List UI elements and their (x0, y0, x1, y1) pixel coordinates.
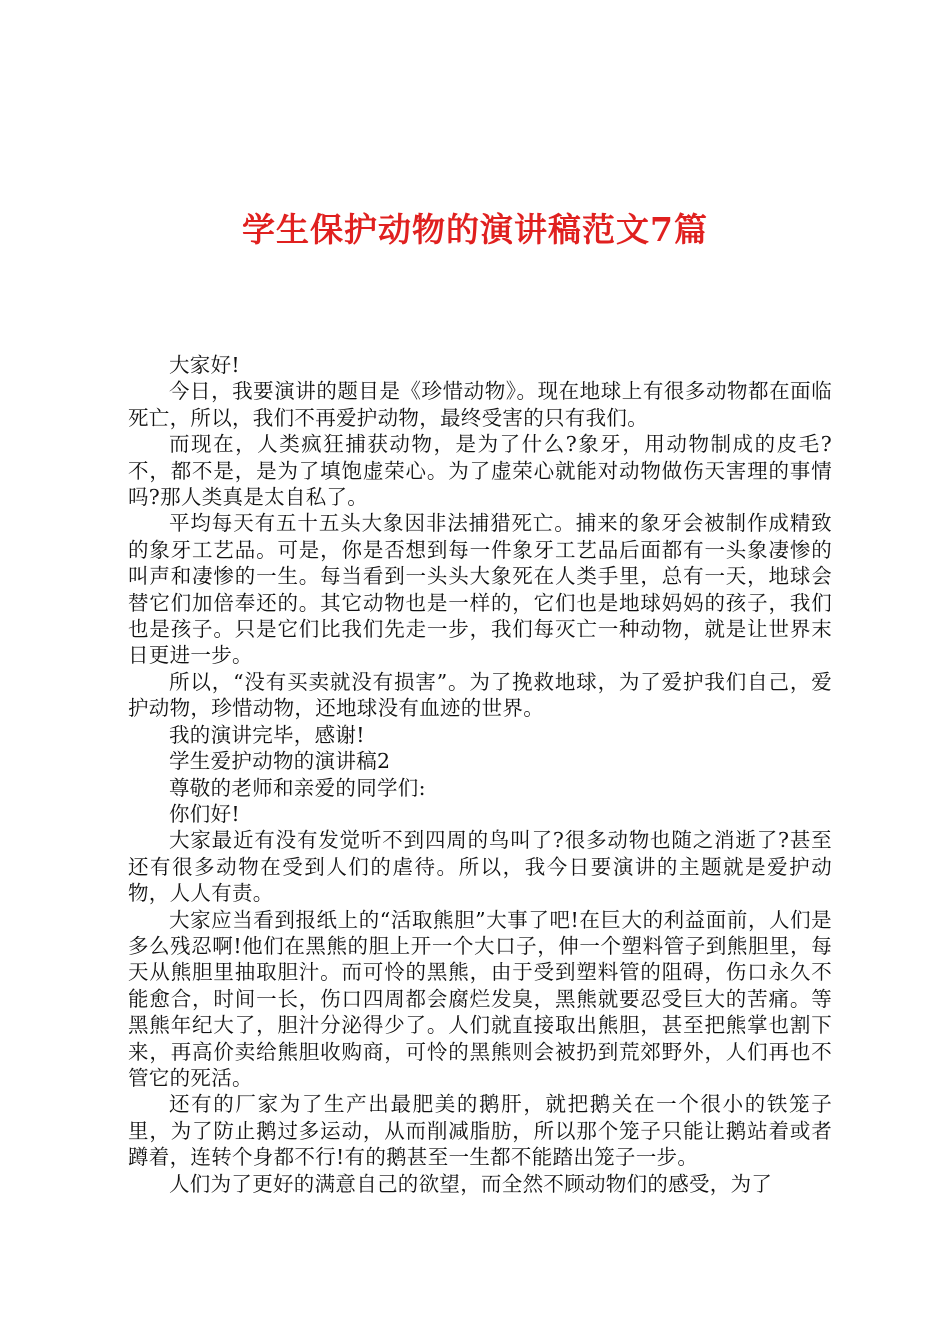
paragraph: 大家最近有没有发觉听不到四周的鸟叫了?很多动物也随之消逝了?甚至还有很多动物在受到人们的虐待。所以，我今日要演讲的主题就是爱护动物，人人有责。 (128, 828, 832, 906)
paragraph: 人们为了更好的满意自己的欲望，而全然不顾动物们的感受，为了 (169, 1171, 773, 1196)
paragraph: 平均每天有五十五头大象因非法捕猎死亡。捕来的象牙会被制作成精致的象牙工艺品。可是，你是否想到每一件象牙工艺品后面都有一头象凄惨的叫声和凄惨的一生。每当看到一头头大象死在人类手里，总有一天，地球会替它们加倍奉还的。其它动物也是一样的，它们也是地球妈妈的孩子，我们也是孩子。只是它们比我们先走一步，我们每灭亡一种动物，就是让世界末日更进一步。 (128, 511, 832, 668)
section-heading: 学生爱护动物的演讲稿2 (169, 749, 391, 774)
paragraph: 大家好! (169, 353, 240, 377)
paragraph: 所以，“没有买卖就没有损害”。为了挽救地球，为了爱护我们自己，爱护动物，珍惜动物，还地球没有血迹的世界。 (128, 669, 832, 721)
paragraph: 今日，我要演讲的题目是《珍惜动物》。现在地球上有很多动物都在面临死亡，所以，我们不再爱护动物，最终受害的只有我们。 (128, 379, 832, 430)
paragraph: 你们好! (169, 801, 240, 826)
paragraph: 而现在，人类疯狂捕获动物，是为了什么?象牙，用动物制成的皮毛?不，都不是，是为了填饱虚荣心。为了虚荣心就能对动物做伤天害理的事情吗?那人类真是太自私了。 (128, 432, 832, 510)
document-title: 学生保护动物的演讲稿范文7篇 (242, 210, 708, 249)
document-body (128, 352, 832, 1197)
paragraph: 还有的厂家为了生产出最肥美的鹅肝，就把鹅关在一个很小的铁笼子里，为了防止鹅过多运动，从而削减脂肪，所以那个笼子只能让鹅站着或者蹲着，连转个身都不行!有的鹅甚至一生都不能踏出笼子一步。 (128, 1092, 832, 1170)
paragraph: 我的演讲完毕，感谢! (169, 722, 365, 747)
paragraph: 大家应当看到报纸上的“活取熊胆”大事了吧!在巨大的利益面前，人们是多么残忍啊!他们在黑熊的胆上开一个大口子，伸一个塑料管子到熊胆里，每天从熊胆里抽取胆汁。而可怜的黑熊，由于受到塑料管的阻碍，伤口永久不能愈合，时间一长，伤口四周都会腐烂发臭，黑熊就要忍受巨大的苦痛。等黑熊年纪大了，胆汁分泌得少了。人们就直接取出熊胆，甚至把熊掌也割下来，再高价卖给熊胆收购商，可怜的黑熊则会被扔到荒郊野外，人们再也不管它的死活。 (128, 907, 832, 1090)
paragraph: 尊敬的老师和亲爱的同学们: (169, 775, 426, 800)
